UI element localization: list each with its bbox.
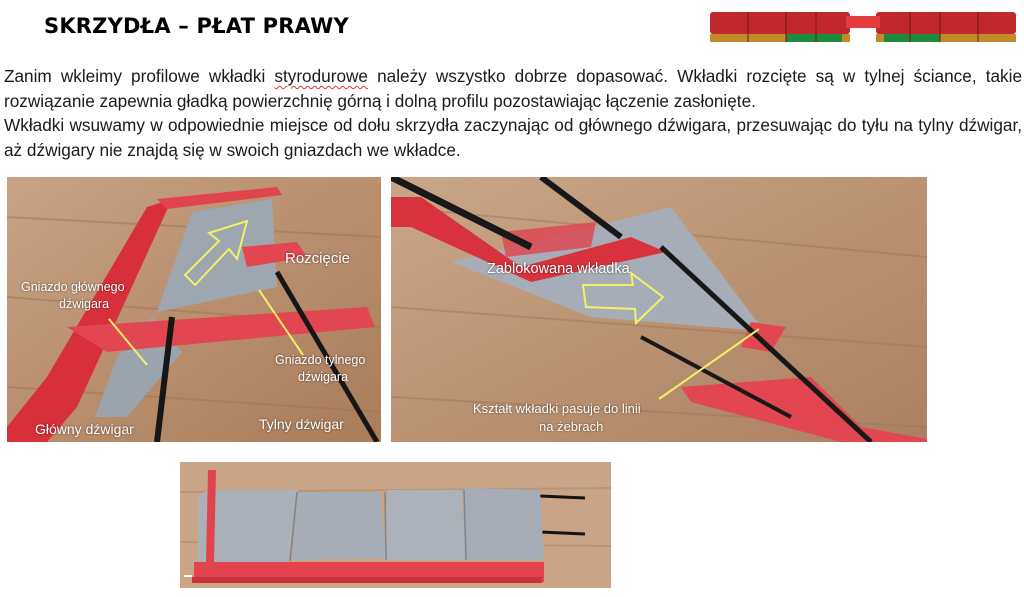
wing-overview-thumbnail	[708, 6, 1018, 46]
label-main-socket-2: dźwigara	[59, 297, 110, 311]
label-main-socket-1: Gniazdo głównego	[21, 280, 125, 294]
page-title: SKRZYDŁA – PŁAT PRAWY	[44, 14, 349, 38]
para-line1-a: Zanim wkleimy profilowe wkładki	[4, 66, 275, 86]
label-rear-spar: Tylny dźwigar	[259, 416, 344, 432]
para-word-styrodurowe: styrodurowe	[274, 66, 368, 86]
instructions-paragraph	[4, 64, 1022, 162]
photo-insert-sockets	[7, 177, 381, 442]
photo-inserts-row	[180, 462, 611, 588]
para-line1-c: należy wszystko dobrze dopasować. Wkładki rozcięte są w tylnej ściance, takie rozwiązanie zapewnia gładką powierzchnię górną i dolną profilu pozostawiając łączenie zasłonięte.	[4, 66, 1022, 111]
label-shape-2: na żebrach	[539, 419, 604, 434]
para-line2: Wkładki wsuwamy w odpowiednie miejsce od dołu skrzydła zaczynając od głównego dźwigara, przesuwając do tyłu na tylny dźwigar, aż dźwigary nie znajdą się w swoich gniazdach we wkładce.	[4, 115, 1022, 160]
label-cut: Rozcięcie	[285, 250, 351, 267]
label-rear-socket-2: dźwigara	[298, 370, 349, 384]
label-rear-socket-1: Gniazdo tylnego	[275, 353, 366, 367]
label-locked-insert: Zablokowana wkładka	[487, 261, 630, 277]
label-shape-1: Kształt wkładki pasuje do linii	[473, 401, 641, 416]
photo-locked-insert	[391, 177, 927, 442]
label-main-spar: Główny dźwigar	[35, 421, 134, 437]
